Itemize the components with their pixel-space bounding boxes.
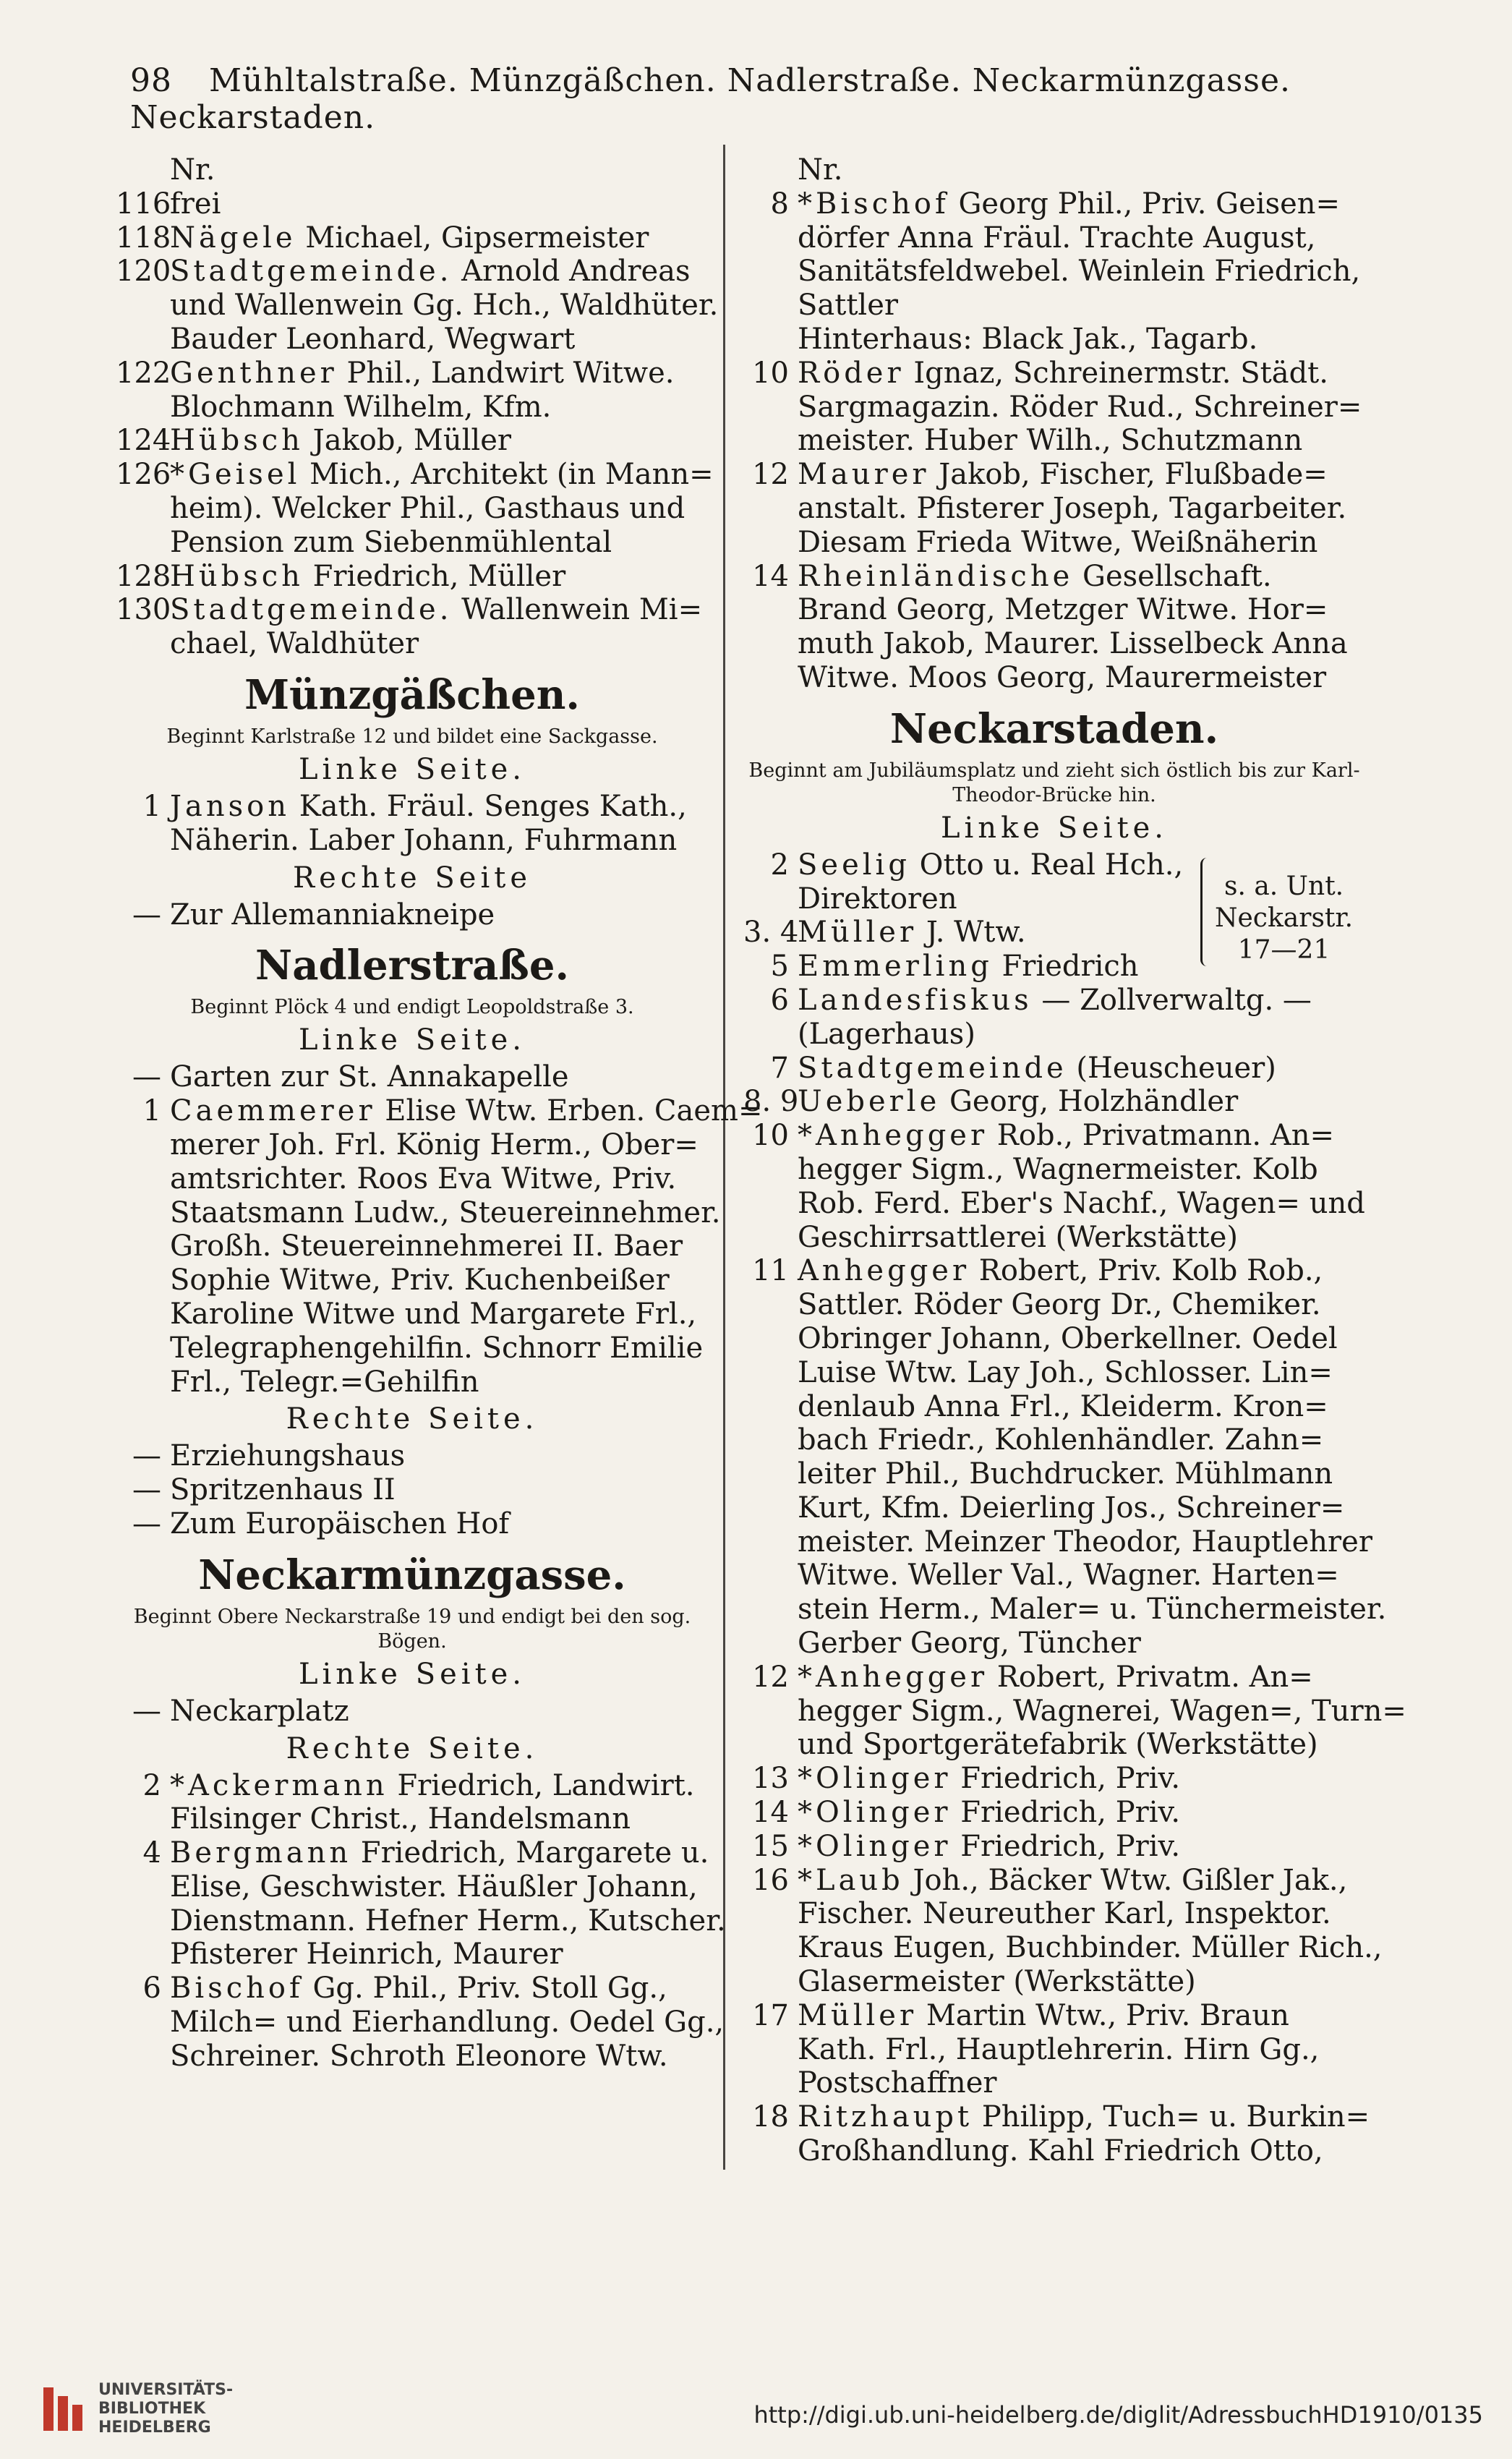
page-header (130, 62, 1512, 136)
entry-line (743, 1931, 1383, 1965)
owner-name: Stadtgemeinde. (170, 255, 453, 289)
entry-text: Friedrich, Priv. (951, 1796, 1181, 1830)
entry-text: Glasermeister (Werkstätte) (798, 1965, 1196, 1999)
entry-line (743, 2066, 1365, 2100)
entry-line (743, 391, 1365, 425)
entry-text: Sophie Witwe, Priv. Kuchenbeißer (170, 1263, 670, 1297)
entry-text: Elise Wtw. Erben. Caem= (375, 1094, 763, 1128)
entry-text: Fischer. Neureuther Karl, Inspektor. (798, 1897, 1331, 1931)
entry-line (116, 492, 709, 526)
entry-line (743, 627, 1365, 661)
house-number: 130 (116, 593, 171, 627)
entry-line (116, 560, 709, 594)
side-label: Rechte Seite (292, 861, 532, 895)
entry-text: Phil., Landwirt Witwe. (337, 356, 675, 390)
owner-name: Stadtgemeinde. (170, 593, 453, 627)
entry-text: Garten zur St. Annakapelle (170, 1060, 569, 1094)
house-number: 4 (142, 1836, 161, 1870)
house-number: 18 (752, 2100, 789, 2134)
house-number: 124 (116, 424, 171, 458)
entry-text: hegger Sigm., Wagnerei, Wagen=, Turn= (798, 1694, 1406, 1728)
house-number: 6 (142, 1972, 161, 2006)
entry-text: Kurt, Kfm. Deierling Jos., Schreiner= (798, 1491, 1345, 1525)
entry-text: J. Wtw. (917, 916, 1026, 950)
library-logo (43, 2381, 233, 2437)
entry-line (116, 221, 709, 255)
entry-line (743, 1187, 1365, 1221)
cross-reference (1215, 871, 1353, 966)
owner-name: Ueberle (798, 1085, 941, 1119)
house-number: 7 (770, 1051, 789, 1085)
entry-text: Sargmagazin. Röder Rud., Schreiner= (798, 390, 1362, 424)
house-number: — (132, 1439, 161, 1473)
entry-line (743, 1965, 1365, 1999)
entry-line (116, 458, 714, 492)
entry-text: Großhandlung. Kahl Friedrich Otto, (798, 2134, 1323, 2168)
side-label: Linke Seite. (298, 752, 526, 786)
entry-text: Gesellschaft. (1073, 559, 1272, 593)
cross-reference-line: 17—21 (1237, 935, 1331, 965)
entry-line (743, 1762, 1365, 1796)
entry-text: Friedrich, Müller (303, 559, 566, 593)
entry-line (116, 1128, 709, 1162)
street-note: Beginnt am Jubiläumsplatz und zieht sich östlich bis zur Karl-Theodor-Brücke hin. (748, 759, 1360, 806)
page-number: 98 (130, 62, 172, 99)
entry-line (116, 1904, 726, 1938)
house-number: 8. 9 (743, 1085, 799, 1119)
entry-line (116, 1507, 709, 1541)
entry-text: Sattler. Röder Georg Dr., Chemiker. (798, 1288, 1321, 1322)
house-number: 126 (116, 458, 171, 492)
entry-text: und Sportgerätefabrik (Werkstätte) (798, 1728, 1318, 1762)
entry-text: Gerber Georg, Tüncher (798, 1627, 1141, 1661)
entry-line (743, 1085, 1365, 1119)
entry-line (116, 391, 709, 425)
entry-line (743, 153, 1365, 187)
page-title: Mühltalstraße. Münzgäßchen. Nadlerstraße. Neckarmünzgasse. Neckarstaden. (130, 62, 1291, 136)
entry-line (743, 661, 1365, 695)
entry-line (743, 424, 1365, 458)
entry-text: bach Friedr., Kohlenhändler. Zahn= (798, 1423, 1324, 1457)
owner-name: Seelig (798, 848, 910, 882)
entry-text: Direktoren (798, 882, 957, 916)
street-note: Beginnt Plöck 4 und endigt Leopoldstraße 3. (190, 996, 634, 1019)
library-logo-icon (43, 2387, 87, 2431)
entry-line (116, 1162, 709, 1196)
owner-name: Maurer (798, 458, 930, 492)
owner-name: Anhegger (798, 1254, 970, 1288)
entry-text: Neckarplatz (170, 1694, 349, 1728)
owner-name: Ritzhaupt (798, 2100, 973, 2134)
entry-line (116, 627, 709, 661)
entry-text: Witwe. Moos Georg, Maurermeister (798, 660, 1327, 694)
entry-line (116, 790, 709, 824)
house-number: 14 (752, 1796, 789, 1830)
owner-name: *Ackermann (170, 1768, 388, 1802)
house-number: 10 (752, 356, 789, 390)
entry-text: Dienstmann. Hefner Herm., Kutscher. (170, 1904, 726, 1938)
house-number: 10 (752, 1119, 789, 1153)
owner-name: Emmerling (798, 950, 993, 984)
house-number: 2 (770, 848, 789, 882)
left-column (116, 153, 763, 2074)
entry-line (116, 1473, 709, 1507)
entry-line (743, 1593, 1387, 1627)
entry-text: meister. Meinzer Theodor, Hauptlehrer (798, 1525, 1372, 1559)
house-number: 11 (752, 1254, 789, 1288)
entry-line (116, 824, 709, 858)
entry-text: denlaub Anna Frl., Kleiderm. Kron= (798, 1389, 1328, 1423)
entry-line (116, 1230, 709, 1263)
entry-line (116, 593, 709, 627)
entry-line (743, 289, 1365, 323)
side-label: Rechte Seite. (286, 1402, 539, 1436)
entry-line (743, 492, 1365, 526)
entry-line (743, 984, 1365, 1018)
entry-text: anstalt. Pfisterer Joseph, Tagarbeiter. (798, 491, 1347, 525)
entry-text: Jakob, Müller (303, 424, 512, 458)
entry-line (743, 357, 1365, 391)
entry-line (743, 2134, 1365, 2168)
street-note: Beginnt Obere Neckarstraße 19 und endigt bei den sog. Bögen. (133, 1605, 691, 1653)
house-number: 3. 4 (743, 916, 799, 950)
entry-text: Jakob, Fischer, Flußbade= (929, 458, 1328, 492)
entry-line (116, 1094, 763, 1128)
owner-name: Hübsch (170, 559, 304, 593)
side-label: Linke Seite. (940, 811, 1169, 845)
entry-text: Obringer Johann, Oberkellner. Oedel (798, 1321, 1338, 1355)
house-number: 6 (770, 983, 789, 1017)
entry-text: Hinterhaus: Black Jak., Tagarb. (798, 322, 1258, 356)
entry-text: Georg, Holzhändler (940, 1085, 1239, 1119)
entry-line (743, 1694, 1406, 1729)
entry-text: muth Jakob, Maurer. Lisselbeck Anna (798, 627, 1348, 661)
entry-text: Zum Europäischen Hof (170, 1506, 510, 1540)
owner-name: Genthner (170, 356, 338, 390)
owner-name: Janson (170, 789, 291, 823)
entry-text: Friedrich, Priv. (951, 1762, 1181, 1796)
entry-text: Robert, Privatm. An= (988, 1660, 1313, 1694)
entry-line (116, 424, 709, 458)
entry-line (743, 1322, 1365, 1356)
entry-line (743, 2100, 1370, 2134)
entry-text: heim). Welcker Phil., Gasthaus und (170, 491, 685, 525)
entry-line (743, 458, 1365, 492)
entry-text: Diesam Frieda Witwe, Weißnäherin (798, 525, 1318, 559)
cross-reference-line: s. a. Unt. (1223, 871, 1344, 901)
entry-line (116, 1060, 709, 1094)
entry-line (116, 1870, 709, 1904)
entry-text: chael, Waldhüter (170, 627, 419, 661)
entry-text: Nr. (170, 153, 215, 187)
entry-line (743, 1423, 1365, 1457)
column-divider (723, 145, 725, 2170)
street-heading: Nadlerstraße. (255, 942, 569, 990)
house-number: — (132, 1694, 161, 1728)
entry-text: Bauder Leonhard, Wegwart (170, 322, 576, 356)
owner-name: *Bischof (798, 187, 949, 221)
entry-text: Erziehungshaus (170, 1439, 406, 1473)
entry-text: Ignaz, Schreinermstr. Städt. (904, 356, 1328, 390)
entry-text: frei (170, 187, 221, 221)
street-heading: Neckarmünzgasse. (198, 1551, 626, 1599)
entry-line (116, 187, 709, 221)
entry-line (743, 221, 1365, 255)
entry-text: Milch= und Eierhandlung. Oedel Gg., (170, 2006, 725, 2040)
owner-name: *Laub (798, 1863, 904, 1897)
entry-text: Michael, Gipsermeister (296, 221, 649, 255)
entry-text: Robert, Priv. Kolb Rob., (970, 1254, 1323, 1288)
entry-line (116, 1802, 709, 1836)
house-number: 13 (752, 1762, 789, 1796)
entry-text: Pfisterer Heinrich, Maurer (170, 1938, 563, 1972)
entry-line (743, 1288, 1365, 1322)
owner-name: *Anhegger (798, 1660, 988, 1694)
entry-text: Nr. (798, 153, 843, 187)
entry-line (116, 1297, 709, 1331)
house-number: 17 (752, 1998, 789, 2032)
entry-line (116, 357, 709, 391)
entry-text: Brand Georg, Metzger Witwe. Hor= (798, 593, 1328, 627)
entry-text: Luise Wtw. Lay Joh., Schlosser. Lin= (798, 1355, 1333, 1389)
house-number: 1 (142, 1094, 161, 1128)
entry-text: Friedrich, Priv. (951, 1829, 1181, 1863)
entry-line (116, 1695, 709, 1729)
house-number: 12 (752, 1660, 789, 1694)
entry-text: (Lagerhaus) (798, 1017, 975, 1051)
entry-text: Staatsmann Ludw., Steuereinnehmer. (170, 1196, 721, 1230)
entry-text: Friedrich (992, 950, 1139, 984)
entry-line (116, 1836, 709, 1870)
house-number: 118 (116, 221, 171, 255)
house-number: 8 (770, 187, 789, 221)
house-number: — (132, 1473, 161, 1507)
entry-text: Rob. Ferd. Eber's Nachf., Wagen= und (798, 1186, 1365, 1220)
entry-line (743, 1661, 1365, 1695)
entry-line (743, 1525, 1372, 1559)
entry-text: Frl., Telegr.=Gehilfin (170, 1365, 479, 1399)
entry-text: merer Joh. Frl. König Herm., Ober= (170, 1128, 699, 1162)
entry-line (743, 1864, 1365, 1898)
owner-name: Caemmerer (170, 1094, 376, 1128)
entry-text: Telegraphengehilfin. Schnorr Emilie (170, 1331, 704, 1365)
entry-line (743, 323, 1365, 357)
owner-name: Müller (798, 916, 918, 950)
entry-line (743, 1254, 1365, 1288)
side-label: Rechte Seite. (286, 1731, 539, 1765)
entry-line (116, 1938, 709, 1972)
entry-text: amtsrichter. Roos Eva Witwe, Priv. (170, 1162, 677, 1196)
house-number: 16 (752, 1863, 789, 1897)
house-number: 14 (752, 559, 789, 593)
library-name: UNIVERSITÄTS- BIBLIOTHEK HEIDELBERG (98, 2381, 234, 2437)
entry-line (116, 1769, 709, 1803)
owner-name: Röder (798, 356, 905, 390)
house-number: 122 (116, 356, 171, 390)
entry-line (743, 1018, 1365, 1052)
entry-text: Postschaffner (798, 2066, 997, 2100)
entry-line (743, 1627, 1365, 1661)
entry-line (743, 187, 1365, 221)
entry-line (743, 1897, 1365, 1931)
cross-reference-line: Neckarstr. (1215, 903, 1354, 933)
entry-line (116, 1196, 721, 1230)
entry-text: Spritzenhaus II (170, 1473, 396, 1507)
entry-line (743, 1390, 1365, 1424)
entry-line (116, 1439, 709, 1473)
entry-line (116, 255, 709, 289)
entry-text: meister. Huber Wilh., Schutzmann (798, 424, 1303, 458)
entry-text: dörfer Anna Fräul. Trachte August, (798, 221, 1316, 255)
entry-text: leiter Phil., Buchdrucker. Mühlmann (798, 1457, 1333, 1491)
entry-line (743, 1119, 1365, 1153)
entry-text: Karoline Witwe und Margarete Frl., (170, 1297, 697, 1331)
entry-text: Zur Allemanniakneipe (170, 898, 495, 932)
house-number: 128 (116, 559, 171, 593)
owner-name: Hübsch (170, 424, 304, 458)
entry-text: Filsinger Christ., Handelsmann (170, 1802, 631, 1836)
entry-line (116, 1263, 709, 1297)
entry-line (743, 1457, 1365, 1491)
entry-text: Schreiner. Schroth Eleonore Wtw. (170, 2039, 668, 2073)
house-number: 1 (142, 789, 161, 823)
entry-line (743, 1221, 1365, 1255)
owner-name: Landesfiskus (798, 983, 1033, 1017)
entry-line (743, 1491, 1365, 1525)
entry-text: Blochmann Wilhelm, Kfm. (170, 390, 552, 424)
entry-text: Wallenwein Mi= (452, 593, 703, 627)
entry-text: Martin Wtw., Priv. Braun (917, 1998, 1289, 2032)
entry-line (116, 289, 719, 323)
house-number: — (132, 898, 161, 932)
entry-line (743, 560, 1365, 594)
street-note: Beginnt Karlstraße 12 und bildet eine Sackgasse. (166, 725, 658, 748)
house-number: 120 (116, 255, 171, 289)
entry-text: Rob., Privatmann. An= (988, 1119, 1334, 1153)
entry-line (743, 1796, 1365, 1830)
source-url[interactable]: http://digi.ub.uni-heidelberg.de/diglit/AdressbuchHD1910/0135 (753, 2401, 1483, 2429)
owner-name: Bergmann (170, 1836, 352, 1870)
owner-name: Müller (798, 1998, 918, 2032)
entry-text: Großh. Steuereinnehmerei II. Baer (170, 1230, 683, 1263)
entry-line (116, 526, 709, 560)
house-number: — (132, 1060, 161, 1094)
street-heading: Münzgäßchen. (244, 670, 580, 719)
entry-text: Sattler (798, 289, 898, 323)
entry-line (116, 1365, 709, 1399)
brace (1200, 858, 1207, 966)
entry-line (116, 2040, 709, 2074)
owner-name: *Geisel (170, 458, 301, 492)
entry-line (743, 1153, 1365, 1187)
entry-line (743, 1999, 1365, 2033)
entry-text: Friedrich, Landwirt. (388, 1768, 695, 1802)
house-number: 2 (142, 1768, 161, 1802)
entry-text: Arnold Andreas (452, 255, 691, 289)
entry-text: hegger Sigm., Wagnermeister. Kolb (798, 1152, 1318, 1186)
entry-line (743, 593, 1365, 627)
entry-line (743, 1559, 1365, 1593)
side-label: Linke Seite. (298, 1023, 526, 1057)
entry-text: stein Herm., Maler= u. Tünchermeister. (798, 1593, 1387, 1627)
entry-text: Gg. Phil., Priv. Stoll Gg., (303, 1972, 667, 2006)
owner-name: *Anhegger (798, 1119, 988, 1153)
entry-line (743, 1356, 1365, 1390)
owner-name: Nägele (170, 221, 296, 255)
entry-text: Georg Phil., Priv. Geisen= (949, 187, 1341, 221)
entry-line (743, 526, 1365, 560)
entry-line (743, 2033, 1365, 2067)
street-heading: Neckarstaden. (889, 704, 1219, 753)
entry-line (743, 255, 1365, 289)
entry-text: Kath. Frl., Hauptlehrerin. Hirn Gg., (798, 2032, 1320, 2066)
house-number: 12 (752, 458, 789, 492)
entry-text: Friedrich, Margarete u. (351, 1836, 709, 1870)
owner-name: *Olinger (798, 1829, 952, 1863)
entry-line (116, 2006, 725, 2040)
entry-line (116, 1331, 709, 1365)
house-number: 15 (752, 1829, 789, 1863)
entry-text: Philipp, Tuch= u. Burkin= (973, 2100, 1370, 2134)
owner-name: Bischof (170, 1972, 304, 2006)
entry-text: Otto u. Real Hch., (910, 848, 1184, 882)
entry-line (116, 898, 709, 932)
entry-text: Näherin. Laber Johann, Fuhrmann (170, 823, 678, 857)
entry-text: Kath. Fräul. Senges Kath., (290, 789, 687, 823)
entry-line (116, 323, 709, 357)
entry-line (743, 1830, 1365, 1864)
entry-text: Mich., Architekt (in Mann= (300, 458, 714, 492)
owner-name: Rheinländische (798, 559, 1074, 593)
entry-line (116, 1972, 709, 2006)
entry-text: — Zollverwaltg. — (1032, 983, 1312, 1017)
house-number: — (132, 1506, 161, 1540)
right-column (743, 153, 1406, 2168)
entry-text: Witwe. Weller Val., Wagner. Harten= (798, 1559, 1339, 1593)
entry-line (116, 153, 709, 187)
entry-text: und Wallenwein Gg. Hch., Waldhüter. (170, 289, 719, 323)
entry-text: Elise, Geschwister. Häußler Johann, (170, 1870, 698, 1904)
side-label: Linke Seite. (298, 1657, 526, 1691)
owner-name: *Olinger (798, 1796, 952, 1830)
entry-line (743, 1052, 1365, 1086)
owner-name: Stadtgemeinde (798, 1051, 1067, 1085)
entry-text: Pension zum Siebenmühlental (170, 525, 612, 559)
entry-text: Joh., Bäcker Wtw. Gißler Jak., (903, 1863, 1348, 1897)
entry-text: Kraus Eugen, Buchbinder. Müller Rich., (798, 1931, 1383, 1965)
entry-line (743, 1728, 1365, 1762)
entry-text: Geschirrsattlerei (Werkstätte) (798, 1220, 1239, 1254)
entry-text: (Heuscheuer) (1067, 1051, 1276, 1085)
house-number: 5 (770, 950, 789, 984)
entry-text: Sanitätsfeldwebel. Weinlein Friedrich, (798, 255, 1361, 289)
owner-name: *Olinger (798, 1762, 952, 1796)
house-number: 116 (116, 187, 171, 221)
